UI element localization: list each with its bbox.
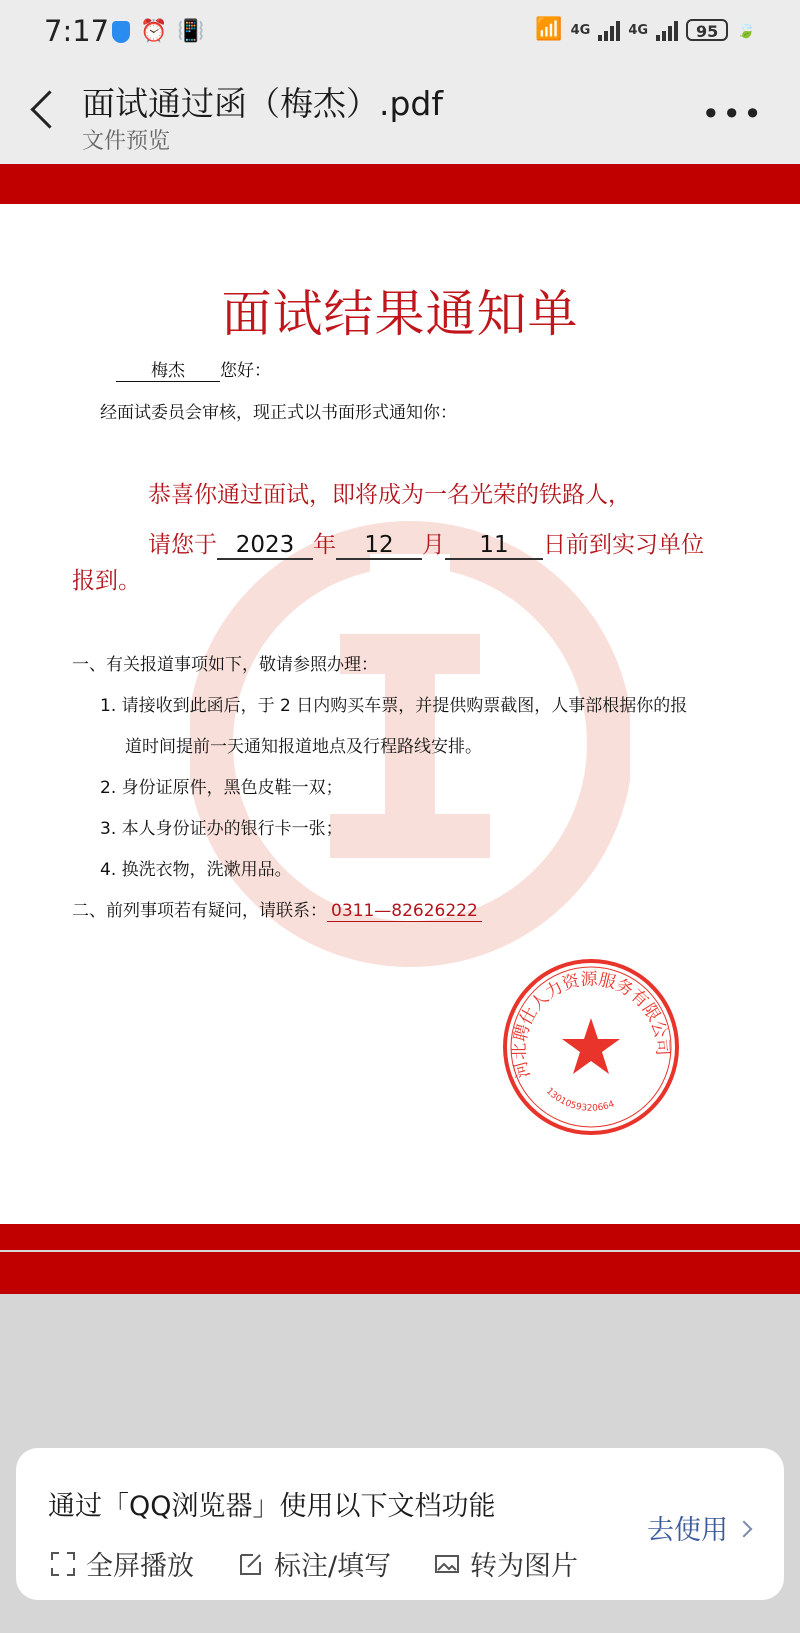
report-end: 报到。 [72, 568, 141, 594]
edit-icon [238, 1551, 264, 1577]
signal-bars-icon [598, 19, 620, 41]
more-options-icon[interactable]: ••• [701, 95, 764, 133]
list-item: 4. 换洗衣物，洗漱用品。 [100, 860, 292, 880]
report-day: 11 [445, 532, 543, 560]
go-use-button[interactable] [647, 1508, 750, 1547]
report-year: 2023 [217, 532, 313, 560]
list-item: 2. 身份证原件，黑色皮鞋一双； [100, 778, 343, 798]
signal-bars-icon [656, 19, 678, 41]
signal-label-2: 4G [628, 22, 649, 38]
fullscreen-label: 全屏播放 [86, 1551, 194, 1582]
section1-title: 一、有关报道事项如下，敬请参照办理： [72, 655, 378, 675]
file-subtitle: 文件预览 [82, 129, 171, 154]
document-header-band [0, 164, 800, 204]
file-title: 面试通过函（梅杰）.pdf [82, 84, 444, 123]
vibrate-icon: 📳 [177, 19, 205, 44]
status-bar [0, 0, 800, 64]
battery-icon: 95 [686, 19, 728, 41]
document-page[interactable] [0, 204, 800, 1224]
seal-company-name: 河北聘仕人力资源服务有限公司 [509, 969, 673, 1081]
alarm-icon: ⏰ [140, 19, 168, 44]
fullscreen-feature[interactable] [50, 1544, 194, 1583]
annotate-label: 标注/填写 [274, 1551, 392, 1582]
go-use-label: 去使用 [647, 1515, 728, 1546]
document-footer-band [0, 1224, 800, 1250]
seal-number: 1301059320664 [543, 1086, 616, 1114]
greeting [116, 356, 271, 382]
wifi-icon: 📶 [535, 17, 563, 42]
back-chevron-icon [30, 90, 68, 128]
fullscreen-icon [50, 1551, 76, 1577]
list-item: 道时间提前一天通知报道地点及行程路线安排。 [125, 737, 482, 757]
chevron-right-icon [736, 1521, 753, 1538]
company-seal [500, 956, 682, 1138]
back-button[interactable] [16, 84, 66, 144]
signal-label-1: 4G [570, 22, 591, 38]
to-image-label: 转为图片 [470, 1551, 578, 1582]
report-month: 12 [336, 532, 422, 560]
image-icon [434, 1551, 460, 1577]
report-date-line: 请您于 2023 年 12 月 11 日前到实习单位 [148, 532, 704, 558]
document-heading: 面试结果通知单 [221, 285, 579, 343]
app-header [0, 64, 800, 164]
list-item: 3. 本人身份证办的银行卡一张； [100, 819, 343, 839]
recipient-name: 梅杰 [116, 356, 220, 382]
list-item: 1. 请接收到此函后，于 2 日内购买车票，并提供购票截图，人事部根据你的报 [100, 696, 688, 716]
contact-phone-link[interactable]: 0311—82626222 [327, 901, 482, 922]
to-image-feature[interactable] [434, 1544, 578, 1583]
qq-browser-promo-card [16, 1448, 784, 1600]
promo-title: 通过「QQ浏览器」使用以下文档功能 [48, 1491, 496, 1522]
security-shield-icon [112, 21, 130, 43]
greeting-suffix: 您好： [220, 361, 271, 381]
leaf-icon: 🍃 [736, 20, 756, 39]
status-time: 7:17 [44, 14, 110, 48]
congrats-text: 恭喜你通过面试，即将成为一名光荣的铁路人， [148, 482, 631, 508]
document-footer-band [0, 1252, 800, 1294]
annotate-feature[interactable] [238, 1544, 391, 1583]
intro-text: 经面试委员会审核，现正式以书面形式通知你： [100, 403, 457, 423]
contact-line: 二、前列事项若有疑问，请联系： 0311—82626222 [72, 896, 482, 921]
